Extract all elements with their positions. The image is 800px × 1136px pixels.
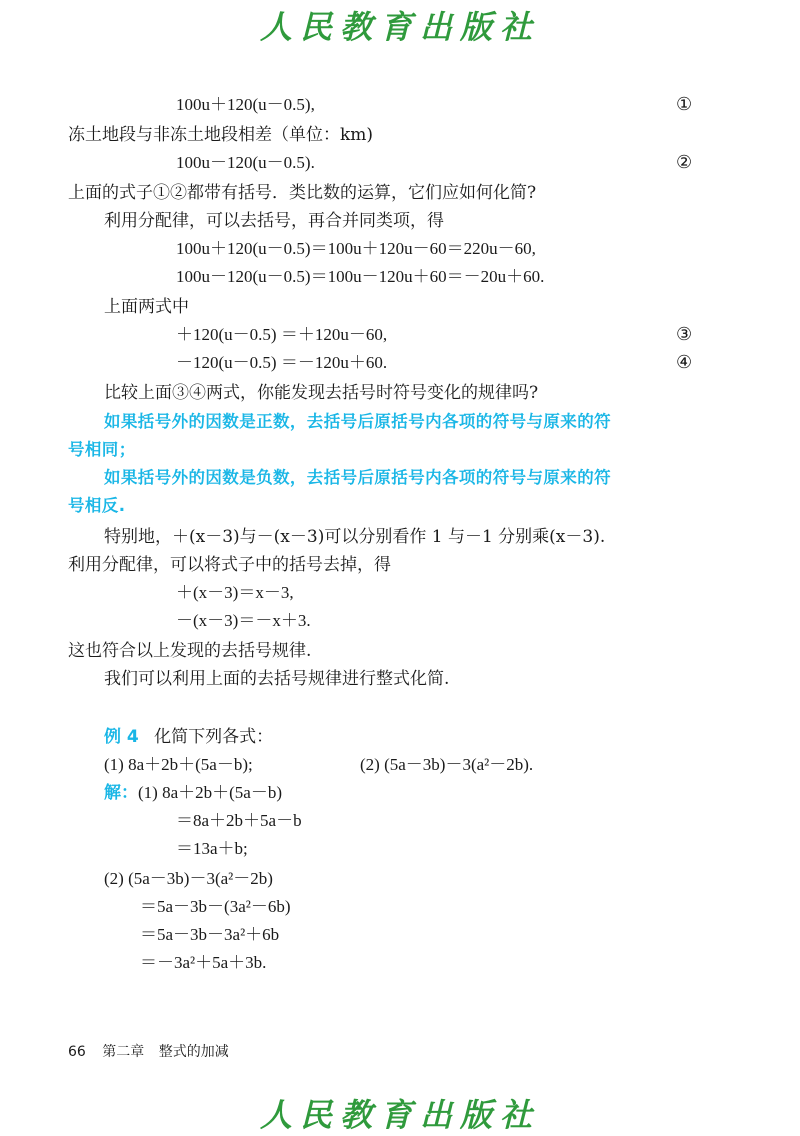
- example-heading: [104, 724, 273, 750]
- text-line: 利用分配律，可以将式子中的括号去掉，得: [68, 555, 391, 575]
- example-label: 例 4: [104, 727, 139, 747]
- equation-line: ＋(x－3)＝x－3,: [176, 583, 294, 602]
- equation-line: －120(u－0.5) ＝－120u＋60.: [176, 353, 388, 372]
- example-text: 化简下列各式：: [154, 727, 274, 747]
- equation-line: －(x－3)＝－x＋3.: [176, 611, 311, 630]
- solution-step: ＝8a＋2b＋5a－b: [176, 811, 302, 830]
- equation-line: ＋120(u－0.5) ＝＋120u－60,: [176, 325, 388, 344]
- publisher-watermark-top: 人民教育出版社: [259, 8, 540, 46]
- solution-step: ＝5a－3b－(3a²－6b): [140, 897, 291, 916]
- equation-line: 100u－120(u－0.5).: [176, 153, 315, 172]
- page-number: 66: [68, 1044, 86, 1060]
- solution-step: (1) 8a＋2b＋(5a－b): [138, 783, 282, 802]
- text-line: 上面的式子①②都带有括号．类比数的运算，它们应如何化简?: [68, 183, 537, 203]
- text-line: 冻土地段与非冻土地段相差（单位：km): [68, 125, 374, 145]
- publisher-watermark-bottom: 人民教育出版社: [259, 1096, 540, 1134]
- rule-highlight: 如果括号外的因数是正数，去括号后原括号内各项的符号与原来的符: [104, 412, 611, 431]
- example-part-1: (1) 8a＋2b＋(5a－b);: [104, 755, 253, 774]
- solution-label: 解：: [104, 783, 138, 803]
- chapter-label: 第二章: [102, 1044, 145, 1060]
- rule-highlight: 号相反.: [68, 496, 126, 515]
- equation-ref: ①: [676, 94, 693, 115]
- example-part-2: (2) (5a－3b)－3(a²－2b).: [360, 755, 534, 774]
- equation-line: 100u＋120(u－0.5)＝100u＋120u－60＝220u－60,: [176, 239, 536, 258]
- text-line: 这也符合以上发现的去括号规律.: [68, 641, 312, 661]
- text-line: 利用分配律，可以去括号，再合并同类项，得: [104, 211, 444, 231]
- equation-line: 100u＋120(u－0.5),: [176, 95, 315, 114]
- chapter-title: 整式的加减: [158, 1044, 229, 1060]
- solution-line: [104, 780, 282, 806]
- text-line: 特别地，＋(x－3)与－(x－3)可以分别看作 1 与－1 分别乘(x－3).: [104, 527, 606, 547]
- text-line: 上面两式中: [104, 297, 189, 317]
- equation-line: 100u－120(u－0.5)＝100u－120u＋60＝－20u＋60.: [176, 267, 545, 286]
- text-line: 我们可以利用上面的去括号规律进行整式化简.: [104, 669, 450, 689]
- page-footer: [68, 1041, 229, 1061]
- equation-ref: ③: [676, 324, 693, 345]
- text-line: 比较上面③④两式，你能发现去括号时符号变化的规律吗?: [104, 383, 539, 403]
- solution-step: ＝5a－3b－3a²＋6b: [140, 925, 280, 944]
- rule-highlight: 号相同；: [68, 440, 136, 459]
- solution-step: (2) (5a－3b)－3(a²－2b): [104, 869, 273, 888]
- rule-highlight: 如果括号外的因数是负数，去括号后原括号内各项的符号与原来的符: [104, 468, 611, 487]
- equation-ref: ②: [676, 152, 693, 173]
- solution-step: ＝13a＋b;: [176, 839, 248, 858]
- equation-ref: ④: [676, 352, 693, 373]
- solution-step: ＝－3a²＋5a＋3b.: [140, 953, 267, 972]
